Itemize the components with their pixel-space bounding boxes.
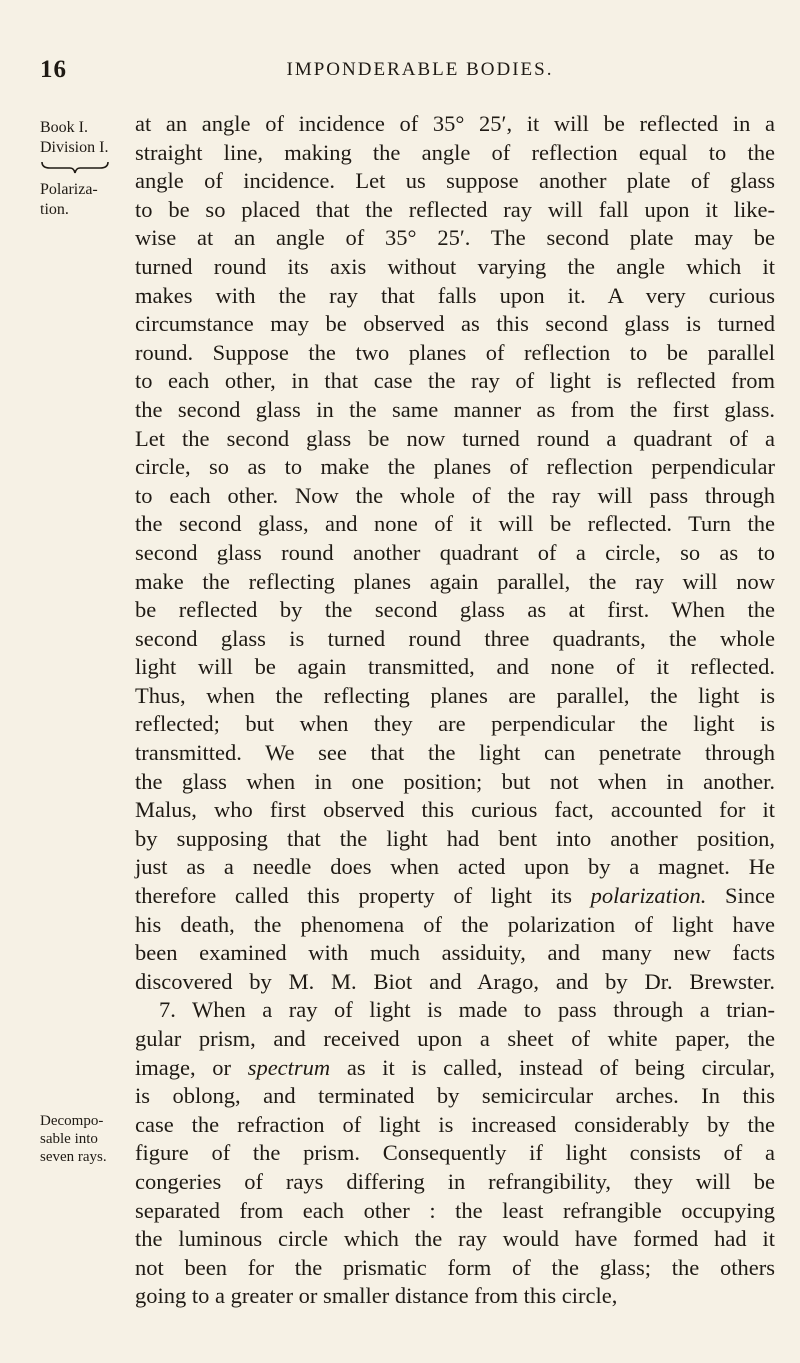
running-title: IMPONDERABLE BODIES. — [286, 59, 554, 80]
text-line: figure of the prism. Consequently if light consists of a — [135, 1140, 775, 1166]
margin-note-bottom — [40, 1112, 130, 1166]
text-line: to be so placed that the reflected ray will fall upon it like- — [135, 196, 775, 222]
text-line: round. Suppose the two planes of reflection to be parallel — [135, 339, 775, 365]
text-segment: as it is called, instead of being circular, — [330, 1054, 775, 1080]
text-line: make the reflecting planes again parallel, the ray will now — [135, 568, 775, 594]
text-line: at an angle of incidence of 35° 25′, it will be reflected in a — [135, 111, 775, 136]
text-line: the luminous circle which the ray would have formed had it — [135, 1226, 775, 1252]
text-line: going to a greater or smaller distance from this circle, — [135, 1283, 618, 1309]
margin-note-line: Division I. — [40, 139, 109, 156]
text-line: second glass round another quadrant of a circle, so as to — [135, 539, 775, 565]
text-line: the glass when in one position; but not when in another. — [135, 768, 775, 794]
text-line: been examined with much assiduity, and many new facts — [135, 940, 775, 966]
text-line: makes with the ray that falls upon it. A very curious — [135, 282, 775, 308]
text-line: to each other. Now the whole of the ray will pass through — [135, 482, 775, 508]
text-line: turned round its axis without varying the angle which it — [135, 253, 775, 279]
page-number: 16 — [40, 56, 67, 83]
brace-icon — [40, 160, 110, 174]
text-line: angle of incidence. Let us suppose another plate of glass — [135, 168, 775, 194]
margin-note-line: Book I. — [40, 119, 88, 136]
text-line: reflected; but when they are perpendicular the light is — [135, 711, 775, 737]
text-segment: therefore called this property of light its — [135, 883, 572, 909]
text-segment: image, or — [135, 1054, 232, 1080]
text-line: gular prism, and received upon a sheet of white paper, the — [135, 1026, 775, 1051]
text-line: be reflected by the second glass as at first. When the — [135, 597, 775, 623]
text-line: circumstance may be observed as this second glass is turned — [135, 311, 775, 337]
text-line: second glass is turned round three quadrants, the whole — [135, 625, 775, 651]
text-line: separated from each other : the least refrangible occupying — [135, 1197, 775, 1223]
text-line: is oblong, and terminated by semicircular arches. In this — [135, 1083, 775, 1109]
margin-note-line: tion. — [40, 201, 69, 218]
body-text — [135, 110, 775, 1311]
text-line: his death, the phenomena of the polarization of light have — [135, 911, 775, 937]
text-line: the second glass, and none of it will be reflected. Turn the — [135, 511, 775, 537]
text-line — [135, 1054, 775, 1083]
italic-term-spectrum: spectrum — [247, 1054, 331, 1080]
margin-note-line: Decompo- — [40, 1113, 104, 1129]
text-line: Let the second glass be now turned round a quadrant of a — [135, 425, 775, 451]
margin-note-line: Polariza- — [40, 181, 98, 198]
text-line: straight line, making the angle of reflection equal to the — [135, 139, 775, 165]
margin-note-top — [40, 118, 130, 220]
text-line: transmitted. We see that the light can penetrate through — [135, 740, 775, 766]
text-line: wise at an angle of 35° 25′. The second plate may be — [135, 225, 775, 251]
text-line: by supposing that the light had bent into another position, — [135, 825, 775, 851]
margin-note-line: seven rays. — [40, 1149, 107, 1165]
text-line: Thus, when the reflecting planes are parallel, the light is — [135, 682, 775, 708]
text-line: just as a needle does when acted upon by a magnet. He — [135, 854, 775, 880]
margin-note-line: sable into — [40, 1131, 98, 1147]
text-line: the second glass in the same manner as from the first glass. — [135, 396, 775, 422]
text-line: Malus, who first observed this curious fact, accounted for it — [135, 797, 775, 823]
page-header — [0, 56, 800, 96]
text-line: 7. When a ray of light is made to pass through a trian- — [159, 997, 775, 1023]
text-line: case the refraction of light is increased considerably by the — [135, 1111, 775, 1137]
text-segment: Since — [706, 883, 775, 909]
text-line — [135, 882, 775, 911]
text-line: light will be again transmitted, and none of it reflected. — [135, 654, 775, 680]
text-line: circle, so as to make the planes of reflection perpendicular — [135, 454, 775, 480]
italic-term-polarization: polarization. — [590, 883, 707, 909]
text-line: discovered by M. M. Biot and Arago, and by Dr. Brewster. — [135, 968, 775, 994]
text-line: to each other, in that case the ray of light is reflected from — [135, 368, 775, 394]
text-line: not been for the prismatic form of the glass; the others — [135, 1254, 775, 1280]
text-line: congeries of rays differing in refrangibility, they will be — [135, 1168, 775, 1194]
